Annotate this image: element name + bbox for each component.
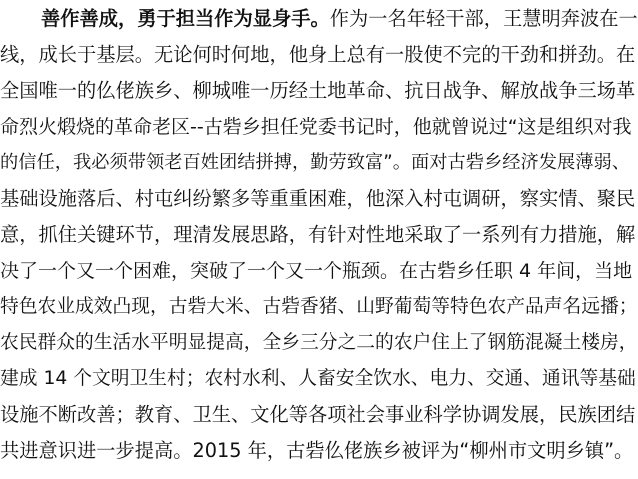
paragraph-line: 决了一个又一个困难，突破了一个又一个瓶颈。在古砦乡任职 4 年间，当地 xyxy=(0,260,633,282)
paragraph-line xyxy=(0,0,638,38)
paragraph-line: 设施不断改善；教育、卫生、文化等各项社会事业科学协调发展，民族团结 xyxy=(0,403,636,426)
paragraph-line: 意，抓住关键环节，理清发展思路，有针对性地采取了一系列有力措施，解 xyxy=(0,223,636,246)
paragraph-line: 农民群众的生活水平明显提高，全乡三分之二的农户住上了钢筋混凝土楼房， xyxy=(0,332,638,353)
paragraph-line: 命烈火煅烧的革命老区--古砦乡担任党委书记时，他就曾说过“这是组织对我 xyxy=(0,116,632,138)
paragraph-line: 的信任，我必须带领老百姓团结拼搏，勤劳致富”。面对古砦乡经济发展薄弱、 xyxy=(0,152,630,173)
paragraph-line: 特色农业成效凸现，古砦大米、古砦香猪、山野葡萄等特色农产品声名远播； xyxy=(0,296,638,317)
paragraph-line: 全国唯一的仫佬族乡、柳城唯一历经土地革命、抗日战争、解放战争三场革 xyxy=(0,79,636,102)
lead-heading: 善作善成，勇于担当作为显身手。 xyxy=(41,7,330,30)
paragraph-line: 建成 14 个文明卫生村；农村水利、人畜安全饮水、电力、交通、通讯等基础 xyxy=(0,368,636,389)
paragraph-line: 共进意识进一步提高。2015 年，古砦仫佬族乡被评为“柳州市文明乡镇”。 xyxy=(0,439,634,462)
paragraph-line: 线，成长于基层。无论何时何地，他身上总有一股使不完的干劲和拼劲。在 xyxy=(0,43,636,66)
line-text: 作为一名年轻干部，王慧明奔波在一 xyxy=(329,7,638,30)
paragraph-line: 基础设施落后、村屯纠纷繁多等重重困难，他深入村屯调研，察实情、聚民 xyxy=(0,187,636,210)
